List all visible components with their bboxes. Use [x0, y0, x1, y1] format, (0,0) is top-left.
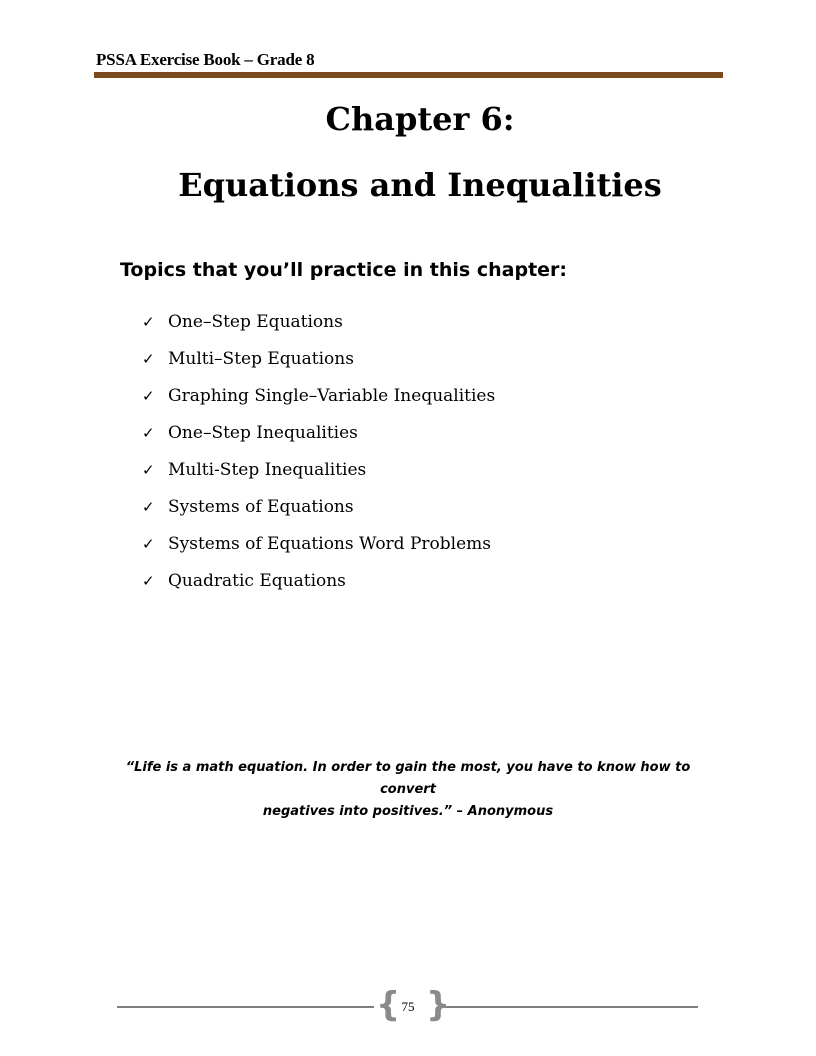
- quote-line: negatives into positives.” – Anonymous: [262, 804, 554, 819]
- footer-rule-right: [440, 1006, 698, 1008]
- topic-item: [142, 303, 495, 340]
- topic-item: [142, 488, 495, 525]
- topic-item: [142, 562, 495, 599]
- checkmark-icon: ✓: [142, 423, 155, 442]
- topic-label: Multi-Step Inequalities: [168, 459, 367, 480]
- chapter-number: Chapter 6:: [325, 100, 515, 138]
- running-header: PSSA Exercise Book – Grade 8: [96, 50, 315, 69]
- topic-item: [142, 414, 495, 451]
- chapter-quote: [100, 757, 716, 823]
- topic-item: [142, 340, 495, 377]
- checkmark-icon: ✓: [142, 571, 155, 590]
- checkmark-icon: ✓: [142, 460, 155, 479]
- page-number: 75: [401, 999, 415, 1014]
- topic-label: Graphing Single–Variable Inequalities: [168, 385, 496, 406]
- header-rule: [94, 72, 723, 78]
- right-brace-icon: }: [426, 985, 451, 1025]
- topics-heading: Topics that you’ll practice in this chapter:: [120, 259, 568, 281]
- topic-label: Quadratic Equations: [168, 570, 346, 591]
- checkmark-icon: ✓: [142, 386, 155, 405]
- topic-label: One–Step Equations: [168, 311, 343, 332]
- checkmark-icon: ✓: [142, 497, 155, 516]
- topic-label: Multi–Step Equations: [168, 348, 354, 369]
- left-brace-icon: {: [376, 985, 401, 1025]
- checkmark-icon: ✓: [142, 534, 155, 553]
- topic-label: One–Step Inequalities: [168, 422, 358, 443]
- topic-label: Systems of Equations Word Problems: [168, 533, 491, 554]
- topic-item: [142, 451, 495, 488]
- footer-rule-left: [117, 1006, 374, 1008]
- topic-label: Systems of Equations: [168, 496, 354, 517]
- topic-item: [142, 377, 495, 414]
- checkmark-icon: ✓: [142, 349, 155, 368]
- quote-line: “Life is a math equation. In order to gain the most, you have to know how to convert: [125, 760, 691, 797]
- topics-list: [142, 303, 495, 599]
- chapter-title: Equations and Inequalities: [178, 166, 662, 204]
- checkmark-icon: ✓: [142, 312, 155, 331]
- topic-item: [142, 525, 495, 562]
